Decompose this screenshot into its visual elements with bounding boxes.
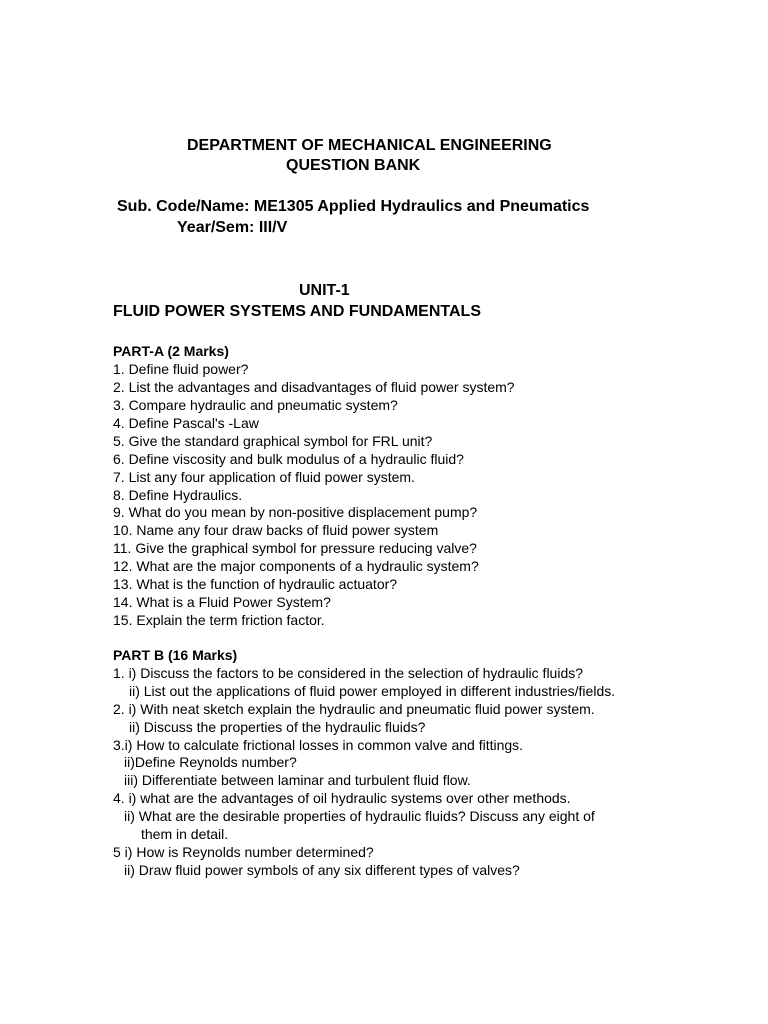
- part-b-question: ii) List out the applications of fluid power employed in different industries/fields.: [129, 683, 616, 699]
- subject-line: Sub. Code/Name: ME1305 Applied Hydraulics and Pneumatics: [117, 198, 590, 215]
- part-a-question: 12. What are the major components of a hydraulic system?: [113, 558, 479, 574]
- part-b-question: ii) Draw fluid power symbols of any six different types of valves?: [124, 862, 520, 878]
- part-b-question: ii)Define Reynolds number?: [124, 754, 297, 770]
- part-b-question: ii) What are the desirable properties of hydraulic fluids? Discuss any eight of: [124, 808, 595, 824]
- part-a-question: 6. Define viscosity and bulk modulus of a hydraulic fluid?: [113, 451, 464, 467]
- part-b-question: 5 i) How is Reynolds number determined?: [113, 844, 374, 860]
- part-a-question: 11. Give the graphical symbol for pressure reducing valve?: [113, 540, 477, 556]
- part-a-heading: PART-A (2 Marks): [113, 343, 229, 359]
- part-b-question: ii) Discuss the properties of the hydraulic fluids?: [129, 719, 426, 735]
- unit-number: UNIT-1: [299, 282, 350, 299]
- part-b-heading: PART B (16 Marks): [113, 647, 238, 663]
- part-a-question: 4. Define Pascal's -Law: [113, 415, 259, 431]
- part-a-question: 10. Name any four draw backs of fluid power system: [113, 522, 439, 538]
- part-b-question: 3.i) How to calculate frictional losses in common valve and fittings.: [113, 737, 524, 753]
- part-a-question: 3. Compare hydraulic and pneumatic system?: [113, 397, 398, 413]
- part-b-question: 2. i) With neat sketch explain the hydraulic and pneumatic fluid power system.: [113, 701, 595, 717]
- department-title: DEPARTMENT OF MECHANICAL ENGINEERING: [187, 137, 552, 154]
- part-b-question: them in detail.: [141, 826, 229, 842]
- question-bank-title: QUESTION BANK: [286, 157, 421, 174]
- part-a-question: 15. Explain the term friction factor.: [113, 612, 325, 628]
- part-a-question: 2. List the advantages and disadvantages of fluid power system?: [113, 379, 515, 395]
- part-b-question: 1. i) Discuss the factors to be considered in the selection of hydraulic fluids?: [113, 665, 584, 681]
- part-b-question: 4. i) what are the advantages of oil hydraulic systems over other methods.: [113, 790, 571, 806]
- unit-title: FLUID POWER SYSTEMS AND FUNDAMENTALS: [113, 303, 481, 320]
- part-a-question: 7. List any four application of fluid power system.: [113, 469, 415, 485]
- part-a-question: 13. What is the function of hydraulic actuator?: [113, 576, 398, 592]
- part-b-question: iii) Differentiate between laminar and turbulent fluid flow.: [124, 772, 471, 788]
- part-a-question: 5. Give the standard graphical symbol for FRL unit?: [113, 433, 433, 449]
- year-sem-line: Year/Sem: III/V: [177, 219, 288, 236]
- part-a-question: 1. Define fluid power?: [113, 361, 249, 377]
- part-a-question: 14. What is a Fluid Power System?: [113, 594, 331, 610]
- part-a-question: 9. What do you mean by non-positive displacement pump?: [113, 504, 478, 520]
- part-a-question: 8. Define Hydraulics.: [113, 487, 243, 503]
